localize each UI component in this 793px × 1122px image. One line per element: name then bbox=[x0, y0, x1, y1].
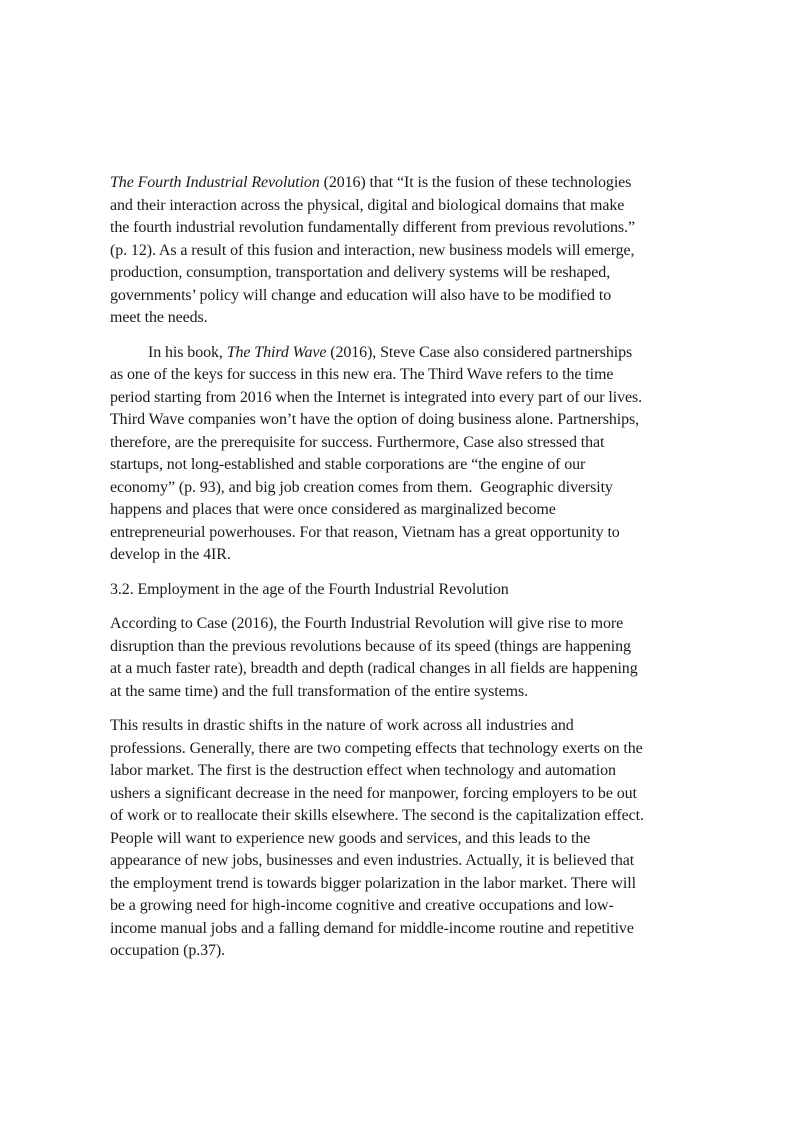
text-line bbox=[110, 195, 690, 218]
text-segment: period starting from 2016 when the Internet is integrated into every part of our lives. bbox=[110, 388, 643, 406]
text-segment: occupation (p.37). bbox=[110, 942, 226, 959]
paragraph bbox=[110, 715, 690, 963]
text-segment: therefore, are the prerequisite for success. Furthermore, Case also stressed that bbox=[110, 433, 605, 451]
text-line bbox=[110, 285, 690, 308]
text-line bbox=[110, 805, 690, 828]
text-segment: production, consumption, transportation and delivery systems will be reshaped, bbox=[110, 264, 611, 281]
text-segment: (2016), Steve Case also considered partnerships bbox=[326, 343, 633, 361]
text-segment: at a much faster rate), breadth and depth (radical changes in all fields are happening bbox=[110, 660, 638, 677]
text-line bbox=[110, 217, 690, 240]
text-line bbox=[110, 738, 690, 761]
text-line bbox=[110, 613, 690, 636]
text-line bbox=[110, 172, 690, 195]
text-segment: In his book, bbox=[148, 343, 227, 361]
text-line bbox=[110, 783, 690, 806]
text-segment: of work or to reallocate their skills elsewhere. The second is the capitalization effect. bbox=[110, 807, 644, 824]
text-segment: startups, not long-established and stable corporations are “the engine of our bbox=[110, 456, 586, 473]
text-segment: happens and places that were once considered as marginalized become bbox=[110, 501, 556, 518]
text-segment: the employment trend is towards bigger polarization in the labor market. There will bbox=[110, 874, 636, 892]
text-segment: income manual jobs and a falling demand for middle-income routine and repetitive bbox=[110, 919, 634, 937]
text-segment: be a growing need for high-income cognitive and creative occupations and low- bbox=[110, 897, 614, 914]
text-line bbox=[110, 544, 690, 567]
text-segment: governments’ policy will change and education will also have to be modified to bbox=[110, 286, 612, 304]
text-line bbox=[110, 760, 690, 783]
text-line bbox=[110, 658, 690, 681]
text-segment: labor market. The first is the destruction effect when technology and automation bbox=[110, 762, 616, 779]
text-segment: and their interaction across the physical, digital and biological domains that make bbox=[110, 196, 625, 214]
text-segment: Third Wave companies won’t have the option of doing business alone. Partnerships, bbox=[110, 411, 640, 428]
text-line bbox=[110, 387, 690, 410]
text-segment: (2016) that “It is the fusion of these technologies bbox=[319, 174, 632, 191]
text-segment: ushers a significant decrease in the need for manpower, forcing employers to be out bbox=[110, 784, 637, 802]
text-line bbox=[110, 342, 690, 365]
paragraph bbox=[110, 613, 690, 703]
text-line bbox=[110, 873, 690, 896]
paragraph bbox=[110, 342, 690, 567]
text-segment: (p. 12). As a result of this fusion and interaction, new business models will emerge, bbox=[110, 241, 635, 259]
text-line bbox=[110, 262, 690, 285]
text-line bbox=[110, 409, 690, 432]
text-segment: economy” (p. 93), and big job creation comes from them. Geographic diversity bbox=[110, 478, 613, 496]
text-line bbox=[110, 636, 690, 659]
book-title-italic: The Fourth Industrial Revolution bbox=[110, 174, 320, 191]
paragraph bbox=[110, 172, 690, 330]
text-segment: meet the needs. bbox=[110, 309, 208, 326]
text-segment: the fourth industrial revolution fundamentally different from previous revolutions.” bbox=[110, 219, 635, 236]
text-line bbox=[110, 432, 690, 455]
text-segment: 3.2. Employment in the age of the Fourth Industrial Revolution bbox=[110, 580, 509, 598]
text-line bbox=[110, 715, 690, 738]
text-segment: appearance of new jobs, businesses and even industries. Actually, it is believed that bbox=[110, 852, 635, 869]
text-line bbox=[110, 579, 690, 602]
text-line bbox=[110, 240, 690, 263]
book-title-italic: The Third Wave bbox=[226, 343, 327, 361]
text-segment: This results in drastic shifts in the nature of work across all industries and bbox=[110, 717, 574, 734]
text-line bbox=[110, 454, 690, 477]
text-line bbox=[110, 681, 690, 704]
text-line bbox=[110, 499, 690, 522]
text-segment: People will want to experience new goods and services, and this leads to the bbox=[110, 829, 591, 847]
text-line bbox=[110, 477, 690, 500]
text-line bbox=[110, 522, 690, 545]
text-line bbox=[110, 850, 690, 873]
text-segment: entrepreneurial powerhouses. For that reason, Vietnam has a great opportunity to bbox=[110, 523, 620, 541]
section-heading bbox=[110, 579, 690, 602]
text-segment: According to Case (2016), the Fourth Industrial Revolution will give rise to more bbox=[110, 615, 624, 632]
text-segment: at the same time) and the full transformation of the entire systems. bbox=[110, 682, 528, 700]
text-line bbox=[110, 895, 690, 918]
text-segment: professions. Generally, there are two competing effects that technology exerts on the bbox=[110, 739, 643, 757]
document-text-column bbox=[110, 172, 690, 975]
text-segment: develop in the 4IR. bbox=[110, 546, 231, 563]
text-segment: disruption than the previous revolutions because of its speed (things are happening bbox=[110, 637, 631, 655]
text-segment: as one of the keys for success in this new era. The Third Wave refers to the time bbox=[110, 366, 614, 383]
text-line bbox=[110, 307, 690, 330]
text-line bbox=[110, 828, 690, 851]
text-line bbox=[110, 364, 690, 387]
text-line bbox=[110, 940, 690, 963]
text-line bbox=[110, 918, 690, 941]
